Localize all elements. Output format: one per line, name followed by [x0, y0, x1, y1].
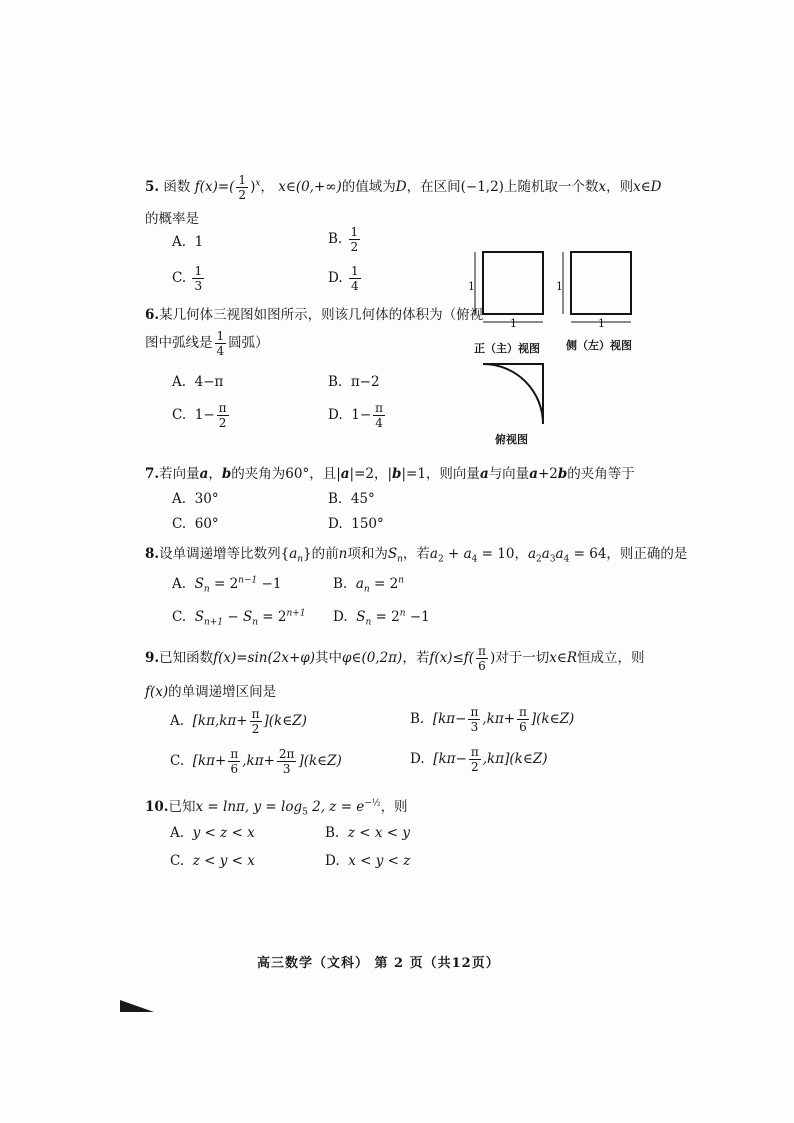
q9-line1: 9.已知函数f(x)=sin(2x+φ)其中φ∈(0,2π)，若f(x)≤f( $\frac{\pi}{6}$ )对于一切x∈R恒成立，则 — [145, 644, 645, 673]
side-view-width-label: 1 — [598, 317, 605, 330]
q9-option-d: D. [kπ− $\frac{\pi}{2}$ ,kπ](k∈Z) — [410, 745, 548, 774]
q5-line1: 5. 函数 f(x)=( $\frac{1}{2}$ )$^x$， x∈(0,+∞)的值域为D，在区间(−1,2)上随机取一个数x，则x∈D — [145, 173, 662, 202]
q7-option-d: D. 150° — [328, 516, 384, 532]
q7-option-a: A. 30° — [172, 491, 219, 507]
front-view-square — [483, 252, 543, 314]
side-view-height-label: 1 — [556, 280, 563, 293]
q8-option-b: B. $a_n = 2^n$ — [333, 575, 404, 595]
q5-fraction-half: $\frac{1}{2}$ — [238, 173, 247, 202]
front-view-height-label: 1 — [468, 280, 475, 293]
q5-number: 5. — [145, 179, 160, 195]
q7-option-c: C. 60° — [172, 516, 219, 532]
q10-option-c: C. z < y < x — [170, 853, 255, 869]
q8-option-c: C. $S_{n+1} - S_n = 2^{n+1}$ — [172, 608, 306, 628]
q5-option-a: A. 1 — [172, 234, 204, 250]
top-view-label: 俯视图 — [495, 433, 528, 446]
q9-option-b: B. [kπ− $\frac{\pi}{3}$ ,kπ+ $\frac{\pi}{6}$ ](k∈Z) — [410, 705, 575, 734]
q5-option-c: C. $\frac{1}{3}$ — [172, 264, 203, 293]
page-footer: 高三数学（文科） 第 2 页（共12页） — [257, 956, 500, 971]
q8-stem: 8.设单调递增等比数列$\{a_n\}$的前n项和为$S_n$，若$a_2 + a_4 = 10$，$a_2a_3a_4 = 64$，则正确的是 — [145, 546, 688, 565]
top-view-quarter-arc — [483, 364, 543, 424]
q9-option-c: C. [kπ+ $\frac{\pi}{6}$ ,kπ+ $\frac{2\pi}{3}$ ](k∈Z) — [170, 747, 342, 776]
q10-option-b: B. z < x < y — [325, 825, 410, 841]
q10-option-d: D. x < y < z — [325, 853, 411, 869]
q5-option-b: B. $\frac{1}{2}$ — [328, 225, 359, 254]
q10-stem: 10.已知x = lnπ, $y = \log_5 2$, $z = e^{-\frac{1}{2}}$，则 — [145, 798, 408, 818]
side-view-label: 侧（左）视图 — [566, 339, 632, 352]
q6-line1: 6.某几何体三视图如图所示，则该几何体的体积为（俯视 — [145, 307, 484, 323]
q6-option-c: C. 1− $\frac{\pi}{2}$ — [172, 401, 227, 430]
q6-option-b: B. π−2 — [328, 374, 380, 390]
q6-line2: 图中弧线是 $\frac{1}{4}$ 圆弧） — [145, 329, 269, 358]
q8-option-a: A. $S_n = 2^{n-1} -1$ — [172, 575, 282, 595]
scan-edge-mark — [120, 998, 154, 1012]
q7-stem: 7.若向量a，b的夹角为60°，且|a|=2，|b|=1，则向量a与向量a+2b的夹角等于 — [145, 466, 635, 482]
q5-option-d: D. $\frac{1}{4}$ — [328, 264, 359, 293]
q10-option-a: A. y < z < x — [170, 825, 255, 841]
front-view-label: 正（主）视图 — [474, 342, 540, 355]
q5-line2: 的概率是 — [145, 211, 199, 227]
q6-option-d: D. 1− $\frac{\pi}{4}$ — [328, 401, 384, 430]
side-view-square — [571, 252, 631, 314]
q7-option-b: B. 45° — [328, 491, 375, 507]
q6-option-a: A. 4−π — [172, 374, 224, 390]
q9-line2: f(x)的单调递增区间是 — [145, 684, 277, 700]
q8-option-d: D. $S_n = 2^n -1$ — [333, 608, 430, 628]
q9-option-a: A. [kπ,kπ+ $\frac{\pi}{2}$ ](k∈Z) — [170, 707, 307, 736]
front-view-width-label: 1 — [510, 317, 517, 330]
